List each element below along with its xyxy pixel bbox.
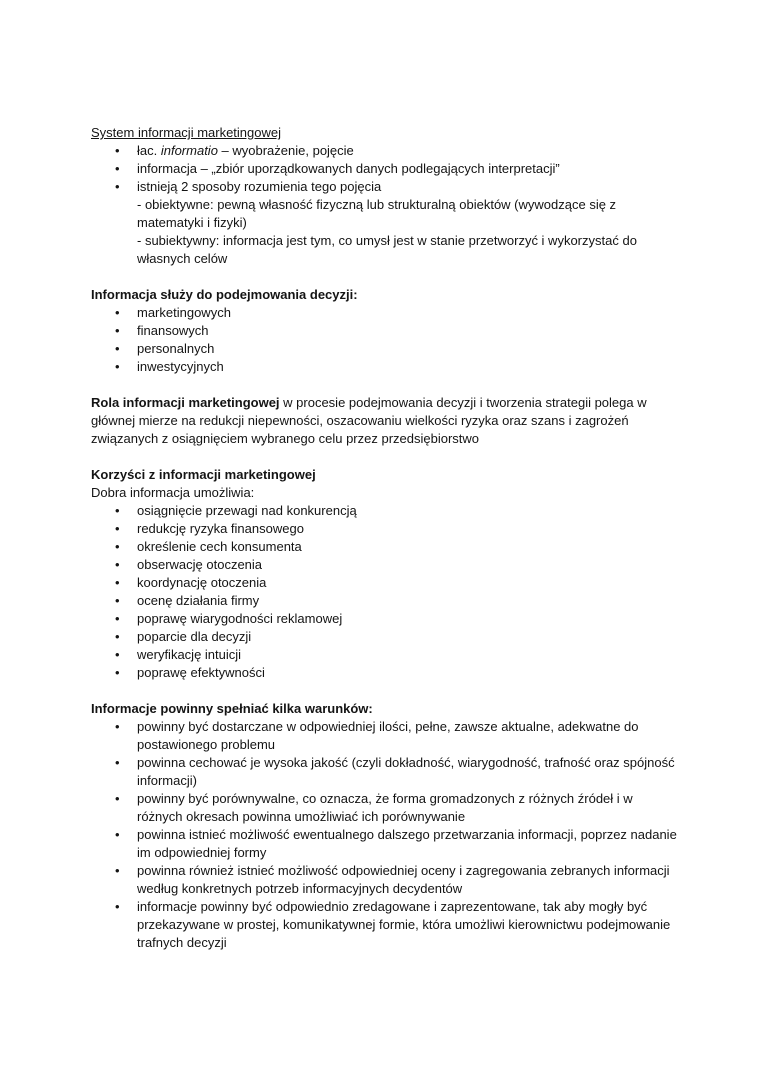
list-item: • osiągnięcie przewagi nad konkurencją	[91, 502, 681, 520]
list-item: • koordynację otoczenia	[91, 574, 681, 592]
document-content	[91, 124, 681, 952]
sub-item-subjective: - subiektywny: informacja jest tym, co umysł jest w stanie przetworzyć i wykorzystać do własnych celów	[137, 233, 637, 266]
list-item: • obserwację otoczenia	[91, 556, 681, 574]
list-item: • powinna również istnieć możliwość odpowiedniej oceny i zagregowania zebranych informacji według konkretnych potrzeb informacyjnych decydentów	[91, 862, 681, 898]
list-item: • poprawę efektywności	[91, 664, 681, 682]
list-item: • poprawę wiarygodności reklamowej	[91, 610, 681, 628]
role-term: Rola informacji marketingowej	[91, 395, 280, 410]
list-item: • powinny być porównywalne, co oznacza, że forma gromadzonych z różnych źródeł i w różnych okresach powinna umożliwiać ich porównywanie	[91, 790, 681, 826]
list-item: • finansowych	[91, 322, 681, 340]
list-item: • informacje powinny być odpowiednio zredagowane i zaprezentowane, tak aby mogły być przekazywane w prostej, komunikatywnej formie, która umożliwi kierownictwu podejmowanie trafnych decyzji	[91, 898, 681, 952]
list-item: • inwestycyjnych	[91, 358, 681, 376]
item-text: istnieją 2 sposoby rozumienia tego pojęcia	[137, 179, 382, 194]
conditions-list	[91, 718, 681, 952]
list-item	[91, 178, 681, 268]
list-item: • określenie cech konsumenta	[91, 538, 681, 556]
list-item: • powinna istnieć możliwość ewentualnego dalszego przetwarzania informacji, poprzez nadanie im odpowiedniej formy	[91, 826, 681, 862]
list-item: • redukcję ryzyka finansowego	[91, 520, 681, 538]
list-item: • poparcie dla decyzji	[91, 628, 681, 646]
section-title-system-informacji: System informacji marketingowej	[91, 125, 282, 140]
definition-list	[91, 142, 681, 268]
list-item: • personalnych	[91, 340, 681, 358]
section-title-warunki: Informacje powinny spełniać kilka warunków:	[91, 701, 373, 716]
sub-item-objective: - obiektywne: pewną własność fizyczną lub strukturalną obiektów (wywodzące się z matematyki i fizyki)	[137, 197, 617, 230]
item-prefix: łac.	[137, 143, 161, 158]
decision-types-list	[91, 304, 681, 376]
benefits-intro: Dobra informacja umożliwia:	[91, 485, 255, 500]
list-item: • weryfikację intuicji	[91, 646, 681, 664]
section-title-decyzje: Informacja służy do podejmowania decyzji:	[91, 287, 358, 302]
latin-term: informatio	[160, 143, 218, 158]
item-rest: – wyobrażenie, pojęcie	[217, 143, 354, 158]
list-item: • powinny być dostarczane w odpowiedniej ilości, pełne, zawsze aktualne, adekwatne do postawionego problemu	[91, 718, 681, 754]
list-item: • ocenę działania firmy	[91, 592, 681, 610]
benefits-list	[91, 502, 681, 682]
role-paragraph	[91, 394, 681, 448]
role-text: w procesie podejmowania decyzji i tworzenia strategii polega w głównej mierze na redukcji niepewności, oszacowaniu wielkości ryzyka oraz szans i zagrożeń związanych z osiągnięciem wybranego celu przez przedsiębiorstwo	[91, 395, 647, 446]
list-item: • marketingowych	[91, 304, 681, 322]
list-item: • informacja – „zbiór uporządkowanych danych podlegających interpretacji”	[91, 160, 681, 178]
list-item	[91, 142, 681, 160]
section-title-korzysci: Korzyści z informacji marketingowej	[91, 467, 316, 482]
list-item: • powinna cechować je wysoka jakość (czyli dokładność, wiarygodność, trafność oraz spójność informacji)	[91, 754, 681, 790]
